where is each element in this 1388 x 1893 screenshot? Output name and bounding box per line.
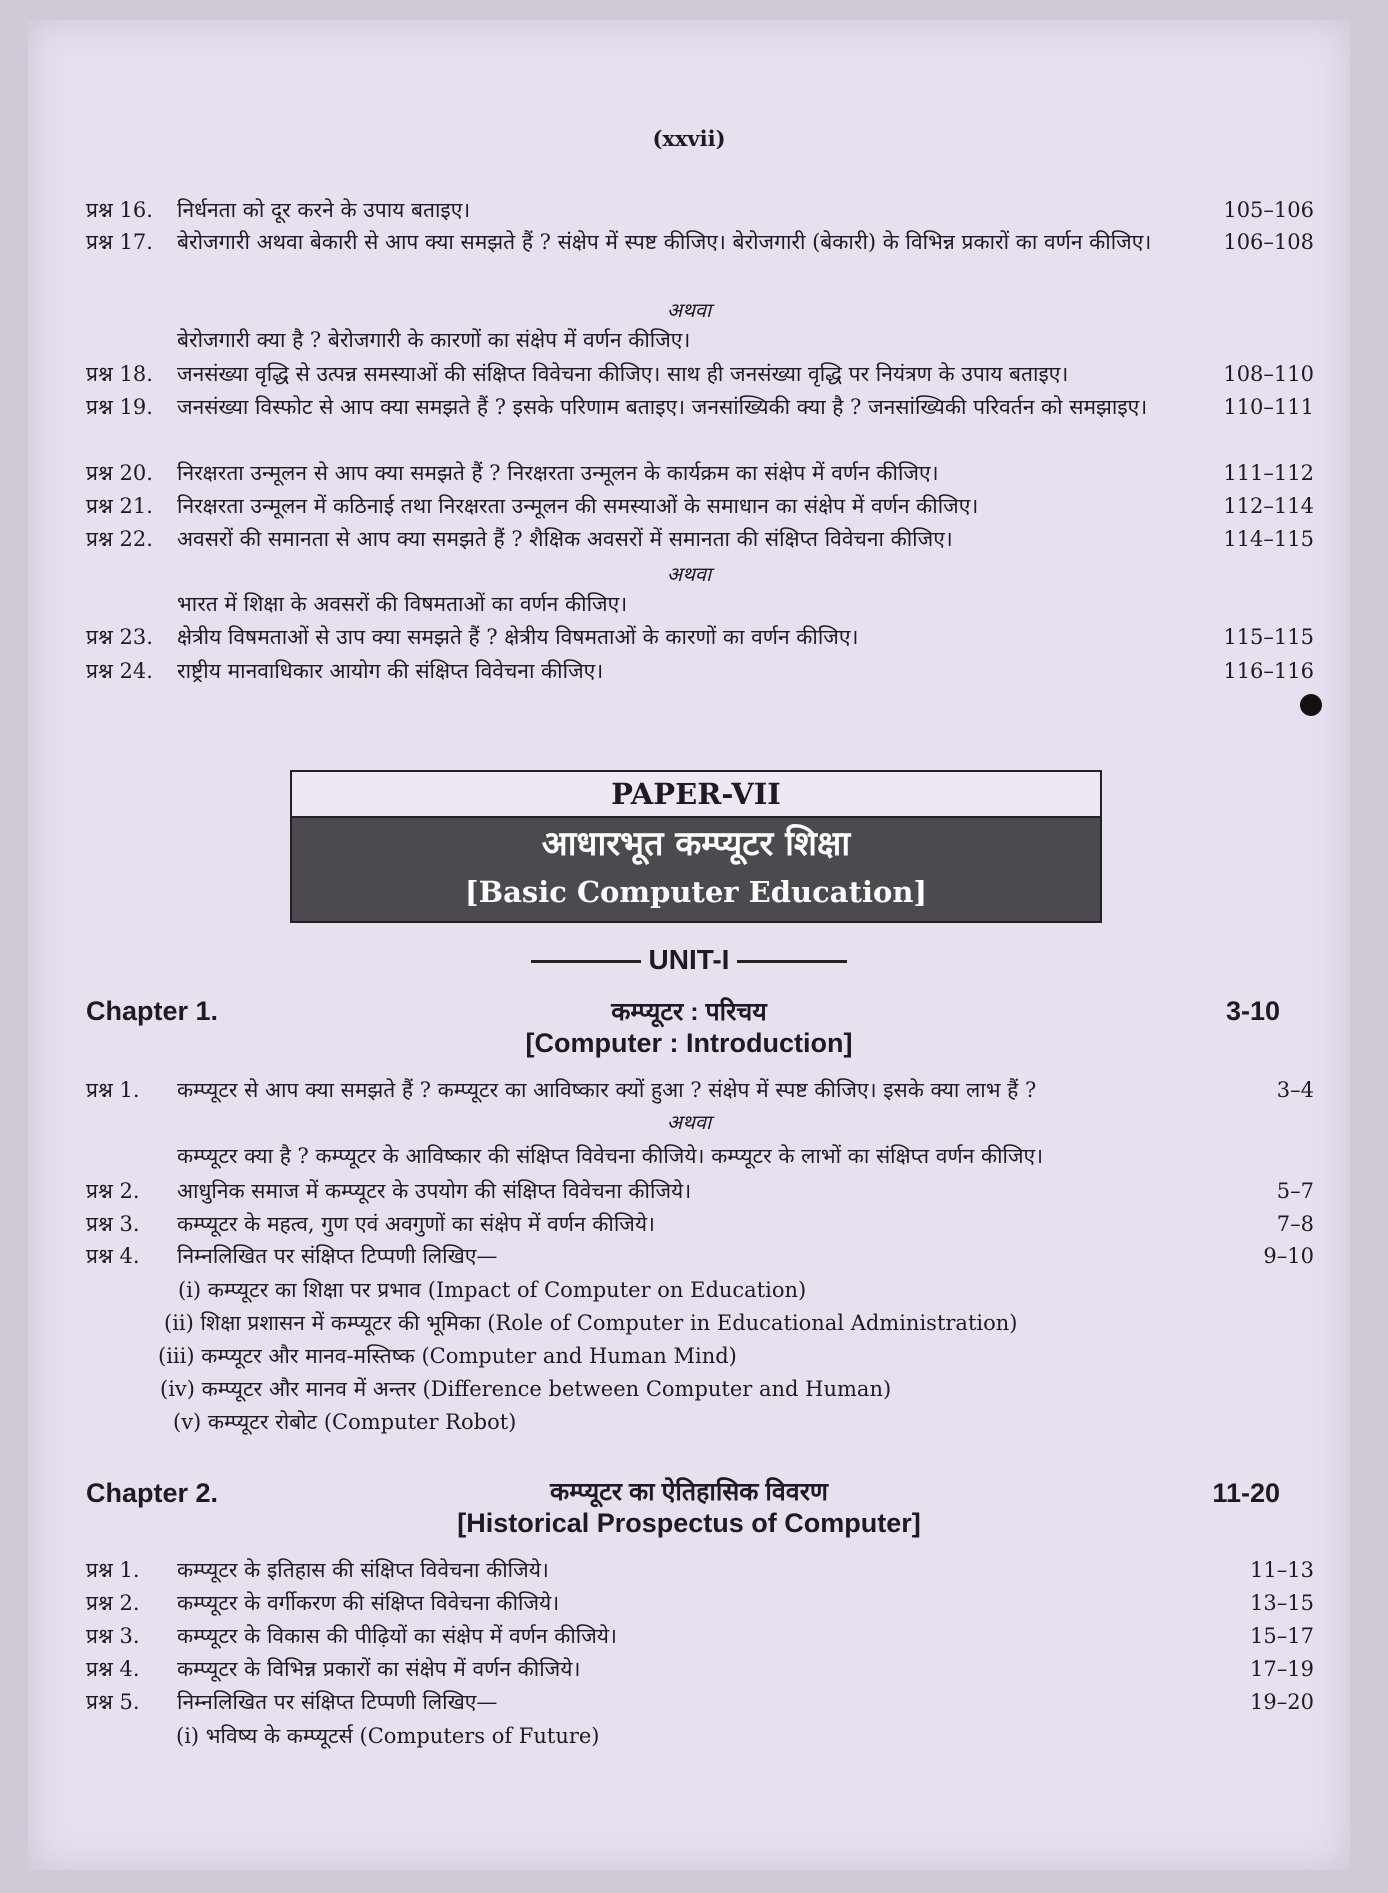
toc-subitem: (iii) कम्प्यूटर और मानव-मस्तिष्क (Computer and Human Mind) [158, 1344, 737, 1368]
paper-title-english: [Basic Computer Education] [464, 875, 928, 909]
toc-subitem: (v) कम्प्यूटर रोबोट (Computer Robot) [173, 1410, 517, 1434]
unit-rule-left [531, 960, 641, 963]
athva-divider: अथवा [666, 1110, 712, 1134]
toc-entry: प्रश्न 19. जनसंख्या विस्फोट से आप क्या समझते हैं ? इसके परिणाम बताइए। जनसांख्यिकी क्या है ? जनसांख्यिकी परिवर्तन को समझाइए। 110–111 [86, 395, 1314, 419]
bullet-dot-mark [1300, 694, 1322, 716]
toc-subitem: (i) भविष्य के कम्प्यूटर्स (Computers of Future) [176, 1724, 600, 1748]
athva-divider: अथवा [666, 298, 712, 322]
paper-heading-box [290, 770, 1102, 923]
chapter-2-title-hindi: कम्प्यूटर का ऐतिहासिक विवरण [550, 1478, 828, 1506]
chapter-1-title-english: [Computer : Introduction] [525, 1028, 853, 1058]
toc-subitem: (iv) कम्प्यूटर और मानव में अन्तर (Difference between Computer and Human) [160, 1377, 892, 1401]
toc-alt-text: कम्प्यूटर क्या है ? कम्प्यूटर के आविष्कार की संक्षिप्त विवेचना कीजिये। कम्प्यूटर के लाभों का संक्षिप्त वर्णन कीजिए। [177, 1144, 1044, 1168]
toc-alt-text: भारत में शिक्षा के अवसरों की विषमताओं का वर्णन कीजिए। [177, 592, 628, 616]
unit-rule-right [737, 960, 847, 963]
paper-title: PAPER-VII [292, 772, 1100, 818]
athva-divider: अथवा [666, 562, 712, 586]
toc-entry: प्रश्न 17. बेरोजगारी अथवा बेकारी से आप क्या समझते हैं ? संक्षेप में स्पष्ट कीजिए। बेरोजगारी (बेकारी) के विभिन्न प्रकारों का वर्णन कीजिए। 106–108 [86, 230, 1314, 254]
unit-heading: UNIT-I [28, 944, 1350, 976]
chapter-1-pages: 3-10 [1225, 996, 1280, 1026]
paper-title-hindi: आधारभूत कम्प्यूटर शिक्षा [541, 824, 851, 864]
chapter-1-title-hindi: कम्प्यूटर : परिचय [611, 998, 767, 1026]
document-page: (xxvii) प्रश्न 16. निर्धनता को दूर करने के उपाय बताइए। 105–106 प्रश्न 17. बेरोजगारी अथवा बेकारी से आप क्या समझते हैं ? संक्षेप में स्पष्ट कीजिए। बेरोजगारी (बेकारी) के विभिन्न प्रकारों का वर्णन कीजिए। 106–108 अथवा बेरोजगारी क्या है ? बेरोजगारी के कारणों का संक्षेप में वर्णन कीजिए। प्रश्न 18. जनसंख्या वृद्धि से उत्पन्न समस्याओं की संक्षिप्त विवेचना कीजिए। साथ ही जनसंख्या वृद्धि पर नियंत्रण के उपाय बताइए। 108–110 प्रश्न 19. जनसंख्या विस्फोट से आप क्या समझते हैं ? इसके परिणाम बताइए। जनसांख्यिकी क्या है ? जनसांख्यिकी परिवर्तन को समझाइए। 110–111 प्रश्न 20. निरक्षरता उन्मूलन से आप क्या समझते हैं ? निरक्षरता उन्मूलन के कार्यक्रम का संक्षेप में वर्णन कीजिए। 111–112 प्रश्न 21. निरक्षरता उन्मूलन में कठिनाई तथा निरक्षरता उन्मूलन की समस्याओं के समाधान का संक्षेप में वर्णन कीजिए। 112–114 प्रश्न 22. अवसरों की समानता से आप क्या समझते हैं ? शैक्षिक अवसरों में समानता की संक्षिप्त विवेचना कीजिए। 114–115 अथवा भारत में शिक्षा के अवसरों की विषमताओं का वर्णन कीजिए। प्रश्न 23. क्षेत्रीय विषमताओं से उाप क्या समझते हैं ? क्षेत्रीय विषमताओं के कारणों का वर्णन कीजिए। 115–115 प्रश्न 24. राष्ट्रीय मानवाधिकार आयोग की संक्षिप्त विवेचना कीजिए। 116–116 PAPER-VII आधारभूत कम्प्यूटर शिक्षा [Basic Computer Education] UNIT-I Chapter 1. कम्प्यूटर : परिचय 3-10 [Computer : Introduction] प्रश्न 1. कम्प्यूटर से आप क्या समझते हैं ? कम्प्यूटर का आविष्कार क्यों हुआ ? संक्षेप में स्पष्ट कीजिए। इसके क्या लाभ हैं ? 3–4 अथवा कम्प्यूटर क्या है ? कम्प्यूटर के आविष्कार की संक्षिप्त विवेचना कीजिये। कम्प्यूटर के लाभों का संक्षिप्त वर्णन कीजिए। प्रश्न 2. आधुनिक समाज में कम्प्यूटर के उपयोग की संक्षिप्त विवेचना कीजिये। 5–7 प्रश्न 3. कम्प्यूटर के महत्व, गुण एवं अवगुणों का संक्षेप में वर्णन कीजिये। 7–8 प्रश्न 4. निम्नलिखित पर संक्षिप्त टिप्पणी लिखिए— 9–10 (i) कम्प्यूटर का शिक्षा पर प्रभाव (Impact of Computer on Education) (ii) शिक्षा प्रशासन में कम्प्यूटर की भूमिका (Role of Computer in Educational Administration) (iii) कम्प्यूटर और मानव-मस्तिष्क (Computer and Human Mind) (iv) कम्प्यूटर और मानव में अन्तर (Difference between Computer and Human) (v) कम्प्यूटर रोबोट (Computer Robot) Chapter 2. कम्प्यूटर का ऐतिहासिक विवरण 11-20 [Historical Prospectus of Computer] प्रश्न 1. कम्प्यूटर के इतिहास की संक्षिप्त विवेचना कीजिये। 11–13 प्रश्न 2. कम्प्यूटर के वर्गीकरण की संक्षिप्त विवेचना कीजिये। 13–15 प्रश्न 3. कम्प्यूटर के विकास की पीढ़ियों का संक्षेप में वर्णन कीजिये। 15–17 प्रश्न 4. कम्प्यूटर के विभिन्न प्रकारों का संक्षेप में वर्णन कीजिये। 17–19 प्रश्न 5. निम्नलिखित पर संक्षिप्त टिप्पणी लिखिए— 19–20 (i) भविष्य के कम्प्यूटर्स (Computers of Future) [28, 20, 1350, 1870]
chapter-2-label: Chapter 2. [86, 1478, 219, 1508]
toc-alt-text: बेरोजगारी क्या है ? बेरोजगारी के कारणों का संक्षेप में वर्णन कीजिए। [177, 328, 691, 352]
chapter-1-label: Chapter 1. [86, 996, 219, 1026]
toc-subitem: (ii) शिक्षा प्रशासन में कम्प्यूटर की भूमिका (Role of Computer in Educational Administration) [164, 1311, 1018, 1335]
chapter-2-title-english: [Historical Prospectus of Computer] [457, 1508, 921, 1538]
chapter-2-pages: 11-20 [1212, 1478, 1280, 1508]
toc-subitem: (i) कम्प्यूटर का शिक्षा पर प्रभाव (Impact of Computer on Education) [178, 1278, 807, 1302]
paper-subject-banner [292, 818, 1100, 921]
page-number: (xxvii) [652, 126, 726, 151]
